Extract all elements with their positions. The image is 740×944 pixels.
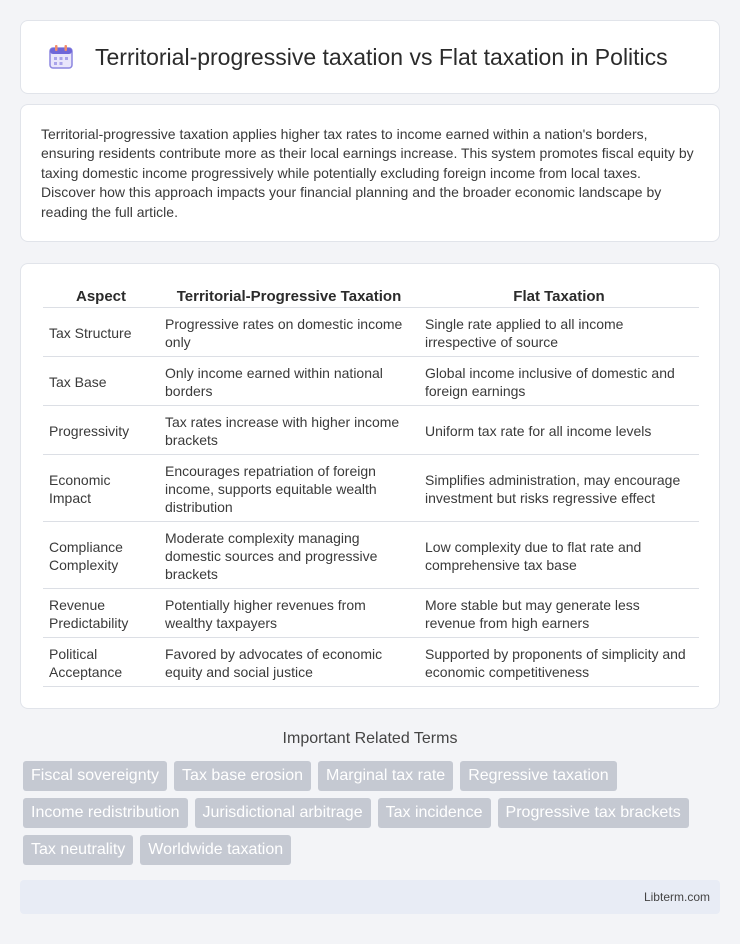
table-cell-flat: Low complexity due to flat rate and comprehensive tax base [419,522,699,589]
column-header-flat: Flat Taxation [419,282,699,308]
table-cell-aspect: Political Acceptance [43,638,159,687]
table-cell-aspect: Compliance Complexity [43,522,159,589]
related-term-tag[interactable]: Jurisdictional arbitrage [195,798,371,828]
related-term-tag[interactable]: Tax neutrality [23,835,133,865]
table-cell-territorial: Only income earned within national borders [159,357,419,406]
table-cell-flat: More stable but may generate less revenue from high earners [419,589,699,638]
related-term-tag[interactable]: Progressive tax brackets [498,798,689,828]
table-cell-aspect: Revenue Predictability [43,589,159,638]
table-cell-aspect: Tax Structure [43,308,159,357]
footer-brand-link[interactable]: Libterm.com [643,890,710,904]
column-header-territorial: Territorial-Progressive Taxation [159,282,419,308]
table-cell-territorial: Potentially higher revenues from wealthy taxpayers [159,589,419,638]
related-term-tag[interactable]: Income redistribution [23,798,188,828]
table-cell-aspect: Progressivity [43,406,159,455]
related-terms-list [23,761,723,865]
table-cell-territorial: Progressive rates on domestic income only [159,308,419,357]
table-cell-aspect: Economic Impact [43,455,159,522]
page-title: Territorial-progressive taxation vs Flat taxation in Politics [95,43,668,70]
table-cell-territorial: Favored by advocates of economic equity and social justice [159,638,419,687]
related-term-tag[interactable]: Worldwide taxation [140,835,291,865]
footer [20,880,720,914]
table-cell-territorial: Encourages repatriation of foreign income, supports equitable wealth distribution [159,455,419,522]
related-term-tag[interactable]: Regressive taxation [460,761,617,791]
table-row [43,455,699,522]
related-term-tag[interactable]: Fiscal sovereignty [23,761,167,791]
table-cell-flat: Supported by proponents of simplicity and economic competitiveness [419,638,699,687]
table-header-row [43,282,699,308]
intro-text: Territorial-progressive taxation applies higher tax rates to income earned within a nation's borders, ensuring residents contribute more as their local earnings increase. This system promotes fiscal equity by taxing domestic income progressively while potentially excluding foreign income from local taxes. Discover how this approach impacts your financial planning and the broader economic landscape by reading the full article. [41,126,694,220]
table-row [43,522,699,589]
comparison-table-card [20,263,720,709]
table-row [43,406,699,455]
table-row [43,357,699,406]
intro-card [20,104,720,242]
table-row [43,638,699,687]
table-cell-territorial: Tax rates increase with higher income brackets [159,406,419,455]
related-term-tag[interactable]: Marginal tax rate [318,761,453,791]
comparison-table [43,282,699,687]
related-terms-title: Important Related Terms [282,730,458,747]
table-cell-flat: Simplifies administration, may encourage investment but risks regressive effect [419,455,699,522]
table-row [43,308,699,357]
table-cell-territorial: Moderate complexity managing domestic sources and progressive brackets [159,522,419,589]
calendar-icon [47,43,75,71]
table-cell-flat: Single rate applied to all income irrespective of source [419,308,699,357]
column-header-aspect: Aspect [43,282,159,308]
related-term-tag[interactable]: Tax base erosion [174,761,311,791]
related-term-tag[interactable]: Tax incidence [378,798,491,828]
table-row [43,589,699,638]
header-card [20,20,720,94]
table-cell-flat: Uniform tax rate for all income levels [419,406,699,455]
table-cell-flat: Global income inclusive of domestic and foreign earnings [419,357,699,406]
table-cell-aspect: Tax Base [43,357,159,406]
